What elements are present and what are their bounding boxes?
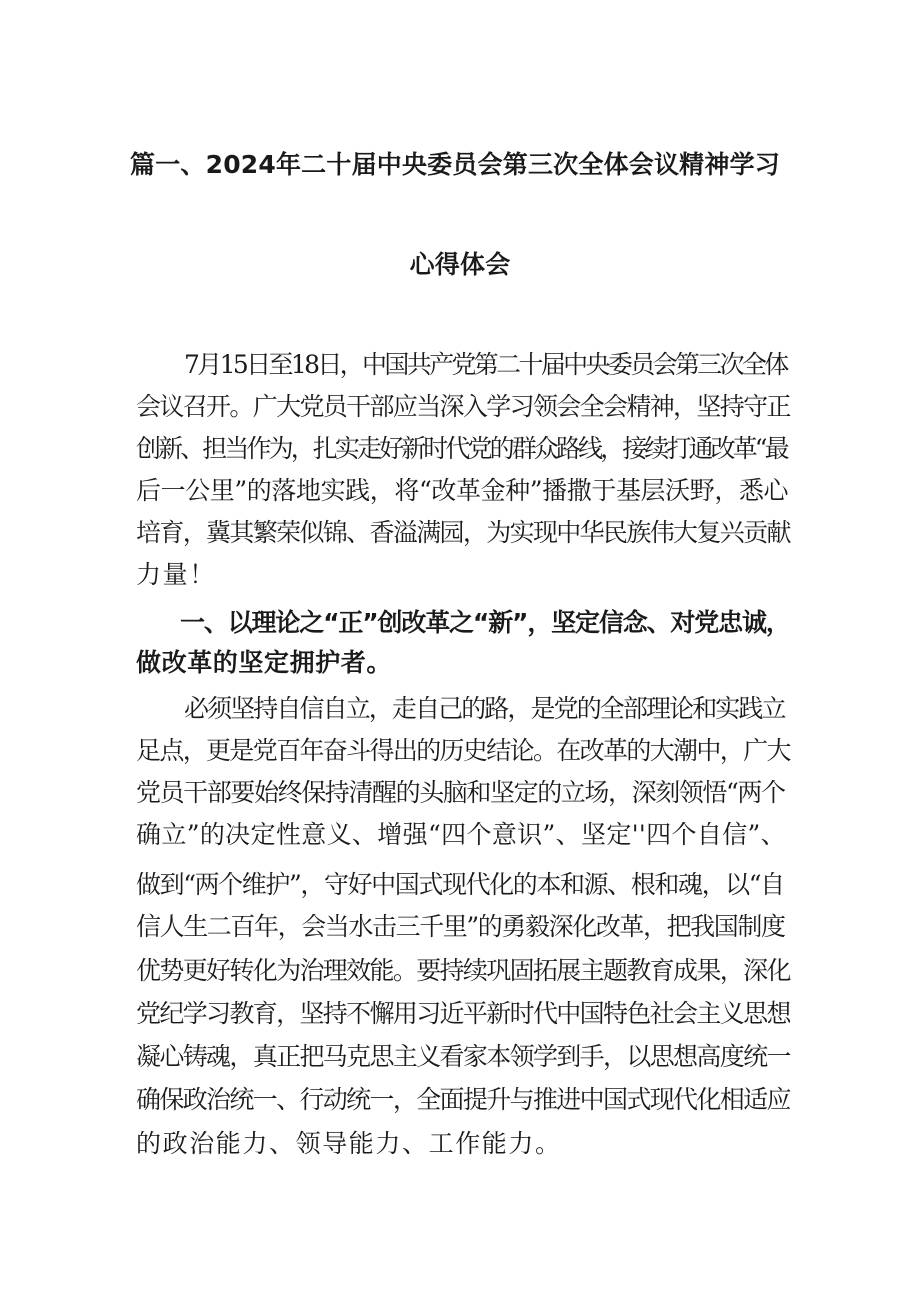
- intro-line: 力量！: [136, 560, 216, 589]
- intro-line: 培育，冀其繁荣似锦、香溢满园，为实现中华民族伟大复兴贡献: [136, 518, 790, 547]
- section-body-line: 确立”的决定性意义、增强“四个意识”、坚定''四个自信”、: [136, 820, 787, 849]
- intro-line: 7月15日至18日，中国共产党第二十届中央委员会第三次全体: [184, 350, 787, 379]
- section-body-line: 做到“两个维护”，守好中国式现代化的本和源、根和魂，以“自: [136, 870, 784, 899]
- section-heading-line: 做改革的坚定拥护者。: [136, 648, 393, 677]
- section-body-line: 党员干部要始终保持清醒的头脑和坚定的立场，深刻领悟“两个: [136, 778, 785, 807]
- section-body-line: 必须坚持自信自立，走自己的路，是党的全部理论和实践立: [184, 694, 785, 723]
- section-body-line: 足点，更是党百年奋斗得出的历史结论。在改革的大潮中，广大: [136, 736, 790, 765]
- section-body-line: 党纪学习教育，坚持不懈用习近平新时代中国特色社会主义思想: [136, 999, 790, 1028]
- document-title-line-1: 篇一、2024年二十届中央委员会第三次全体会议精神学习: [130, 150, 780, 179]
- section-body-line: 信人生二百年，会当水击三千里”的勇毅深化改革，把我国制度: [136, 912, 785, 941]
- intro-line: 后一公里”的落地实践，将“改革金种”播撒于基层沃野，悉心: [136, 476, 789, 505]
- section-body-line: 凝心铸魂，真正把马克思主义看家本领学到手，以思想高度统一: [136, 1042, 790, 1071]
- intro-line: 创新、担当作为，扎实走好新时代党的群众路线，接续打通改革“最: [136, 434, 787, 463]
- section-body-line: 确保政治统一、行动统一，全面提升与推进中国式现代化相适应: [136, 1085, 790, 1114]
- section-heading-line: 一、以理论之“正”创改革之“新”，坚定信念、对党忠诚，: [180, 608, 790, 637]
- section-body-line: 优势更好转化为治理效能。要持续巩固拓展主题教育成果，深化: [136, 956, 790, 985]
- document-title-line-2: 心得体会: [409, 250, 511, 279]
- intro-line: 会议召开。广大党员干部应当深入学习领会全会精神，坚持守正: [136, 392, 790, 421]
- section-body-line: 的政治能力、领导能力、工作能力。: [136, 1129, 562, 1158]
